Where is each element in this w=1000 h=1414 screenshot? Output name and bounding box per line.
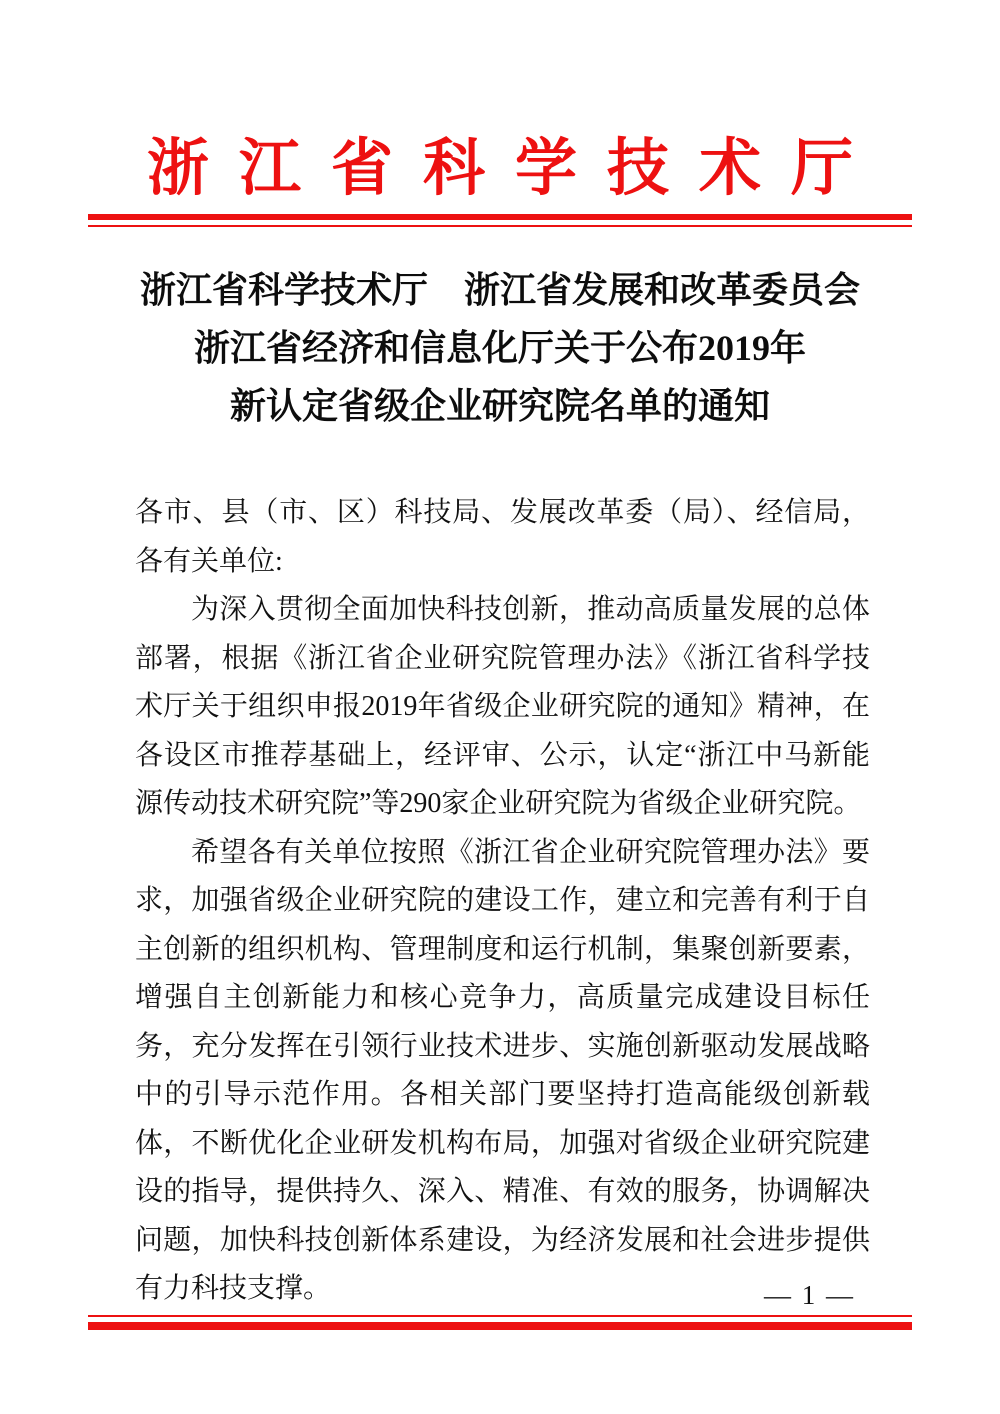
- body-paragraph-1: 为深入贯彻全面加快科技创新，推动高质量发展的总体部署，根据《浙江省企业研究院管理办法》《浙江省科学技术厅关于组织申报2019年省级企业研究院的通知》精神，在各设区市推荐基础上，经评审、公示，认定“浙江中马新能源传动技术研究院”等290家企业研究院为省级企业研究院。: [135, 594, 870, 819]
- letterhead-rule-thin: [88, 225, 912, 227]
- document-title: [90, 261, 910, 435]
- footer-rule-thick: [88, 1322, 912, 1330]
- page-number: — 1 —: [764, 1280, 855, 1310]
- letterhead-rule-thick: [88, 214, 912, 220]
- document-title-line-3: 新认定省级企业研究院名单的通知: [229, 386, 770, 426]
- letterhead-title: 浙江省科学技术厅: [146, 135, 883, 203]
- footer-divider: [88, 1315, 912, 1330]
- body-paragraph-2: 希望各有关单位按照《浙江省企业研究院管理办法》要求，加强省级企业研究院的建设工作，建立和完善有利于自主创新的组织机构、管理制度和运行机制，集聚创新要素，增强自主创新能力和核心竞争力，高质量完成建设目标任务，充分发挥在引领行业技术进步、实施创新驱动发展战略中的引导示范作用。各相关部门要坚持打造高能级创新载体，不断优化企业研发机构布局，加强对省级企业研究院建设的指导，提供持久、深入、精准、有效的服务，协调解决问题，加快科技创新体系建设，为经济发展和社会进步提供有力科技支撑。: [135, 836, 870, 1304]
- document-title-line-2: 浙江省经济和信息化厅关于公布2019年: [193, 328, 806, 368]
- document-title-line-1: 浙江省科学技术厅 浙江省发展和改革委员会: [139, 270, 860, 310]
- letterhead-divider: [88, 214, 912, 227]
- salutation: 各市、县（市、区）科技局、发展改革委（局）、经信局，各有关单位:: [135, 497, 870, 577]
- footer-rule-thin: [88, 1315, 912, 1317]
- document-body: [135, 489, 870, 1314]
